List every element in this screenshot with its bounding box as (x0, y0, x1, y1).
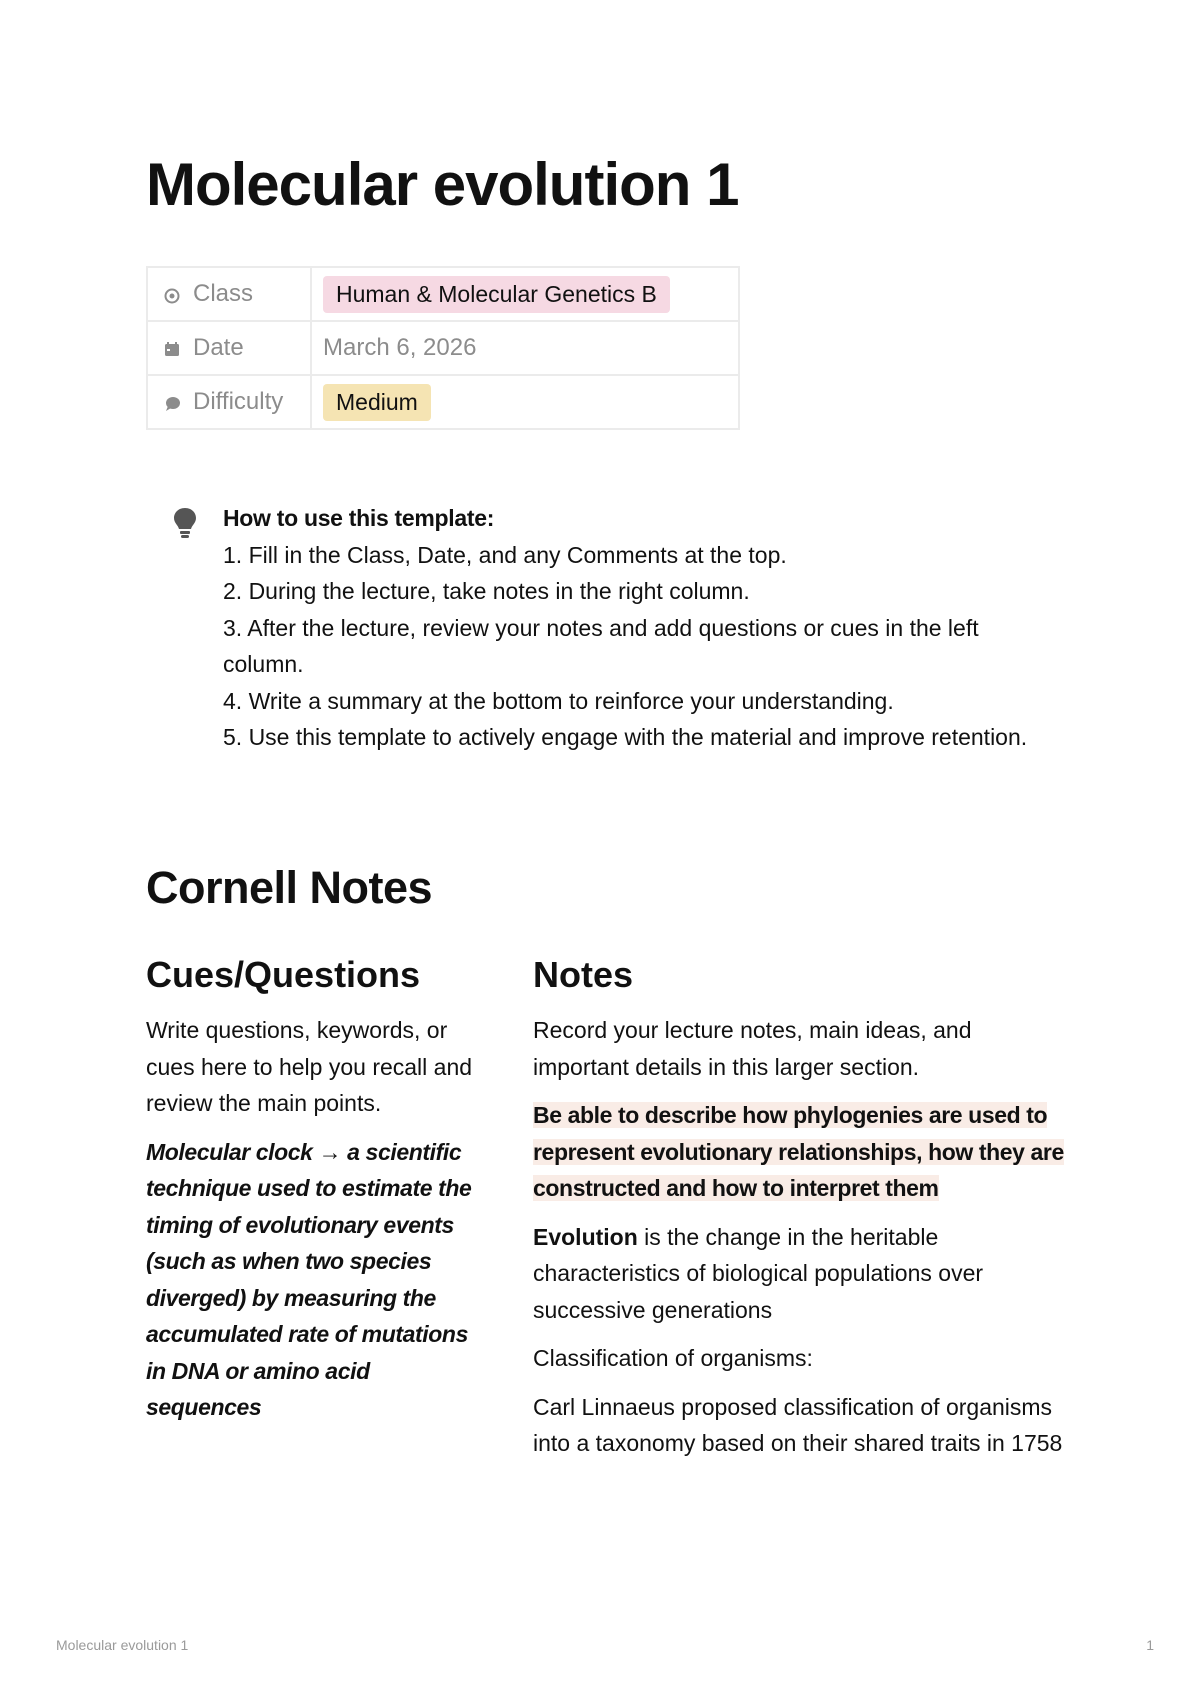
notes-column (533, 950, 1073, 1474)
arrow-glyph: → (312, 1138, 348, 1165)
molecular-clock-term: Molecular clock (146, 1138, 313, 1165)
difficulty-chip[interactable]: Medium (323, 384, 431, 421)
class-chip[interactable]: Human & Molecular Genetics B (323, 276, 670, 313)
linnaeus-note: Carl Linnaeus proposed classification of organisms into a taxonomy based on their shared traits in 1758 (533, 1393, 1063, 1456)
classification-heading: Classification of organisms: (533, 1345, 813, 1371)
cues-column (146, 950, 476, 1438)
properties-table (146, 266, 740, 430)
notes-intro: Record your lecture notes, main ideas, and important details in this larger section. (533, 1017, 972, 1080)
lightbulb-icon (172, 506, 198, 540)
evolution-text: is the change in the heritable characteristics of biological populations over successive generations (533, 1223, 984, 1323)
callout-step: 5. Use this template to actively engage with the material and improve retention. (223, 724, 1028, 750)
page-title: Molecular evolution 1 (146, 151, 739, 218)
property-row-difficulty[interactable] (147, 375, 739, 429)
target-icon (162, 284, 182, 304)
property-row-date[interactable] (147, 321, 739, 375)
calendar-icon (162, 338, 182, 358)
callout-step: 2. During the lecture, take notes in the right column. (223, 578, 750, 604)
property-row-class[interactable] (147, 267, 739, 321)
cues-intro: Write questions, keywords, or cues here to help you recall and review the main points. (146, 1017, 473, 1116)
section-title-cornell-notes: Cornell Notes (146, 862, 433, 913)
date-value[interactable]: March 6, 2026 (323, 334, 477, 361)
callout-step: 4. Write a summary at the bottom to reinforce your understanding. (223, 687, 894, 714)
speech-bubble-icon (162, 392, 182, 412)
property-label-difficulty: Difficulty (193, 388, 284, 415)
learning-objective: Be able to describe how phylogenies are used to represent evolutionary relationships, how they are constructed and how to interpret them (533, 1102, 1064, 1201)
callout (170, 500, 1050, 756)
footer-page-number: 1 (1146, 1637, 1154, 1653)
molecular-clock-cue (146, 1134, 476, 1426)
molecular-clock-definition: a scientific technique used to estimate the timing of evolutionary events (such as when two species diverged) by measuring the accumulated rate of mutations in DNA or amino acid sequences (146, 1138, 472, 1420)
notes-heading: Notes (533, 954, 634, 995)
cues-heading: Cues/Questions (146, 954, 421, 995)
callout-step: 3. After the lecture, review your notes and add questions or cues in the left column. (223, 614, 979, 677)
property-label-date: Date (193, 334, 244, 361)
footer-doc-title: Molecular evolution 1 (56, 1637, 189, 1653)
callout-title: How to use this template: (223, 505, 495, 531)
property-label-class: Class (193, 280, 254, 307)
evolution-definition (533, 1219, 1073, 1329)
evolution-term: Evolution (533, 1223, 638, 1250)
callout-step: 1. Fill in the Class, Date, and any Comments at the top. (223, 541, 787, 568)
